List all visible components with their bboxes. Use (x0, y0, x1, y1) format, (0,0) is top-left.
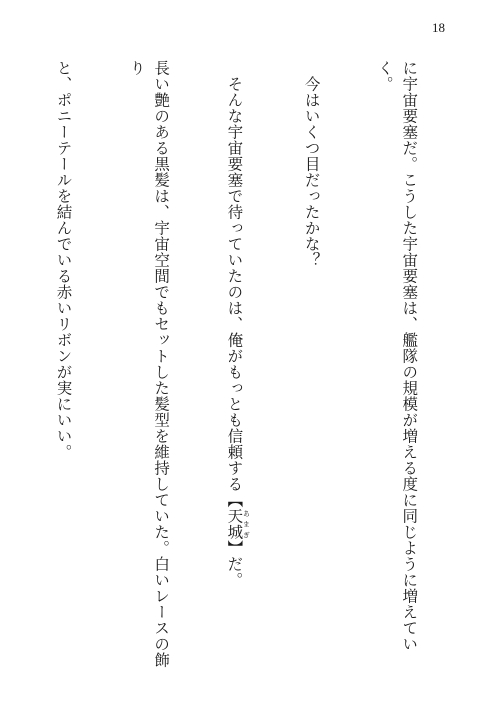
text-line-4: 長い艶のある黒髪は、宇宙空間でもセットした髪型を維持していた。白いレースの飾り (127, 60, 171, 668)
page-number: 18 (432, 20, 445, 35)
ruby-base: 天城 (225, 508, 244, 540)
ruby-suffix: だ。 (225, 556, 244, 588)
body-text (30, 60, 470, 680)
text-line-2: 今はいくつ目だったかな？ (302, 60, 321, 268)
text-line-5: と、ポニーテールを結んでいる赤いリボンが実にいい。 (54, 60, 73, 460)
text-line-3 (222, 60, 250, 680)
text-line-1: に宇宙要塞だ。こうした宇宙要塞は、艦隊の規模が増える度に同じように増えていく。 (375, 60, 419, 652)
ruby-amagi (225, 508, 251, 540)
text-line-3-main: そんな宇宙要塞で待っていたのは、俺がもっとも信頼する (225, 60, 244, 492)
ruby-close-bracket: 】 (225, 540, 244, 556)
ruby-reading: あまぎ (242, 508, 251, 540)
ruby-open-bracket: 【 (225, 492, 244, 508)
